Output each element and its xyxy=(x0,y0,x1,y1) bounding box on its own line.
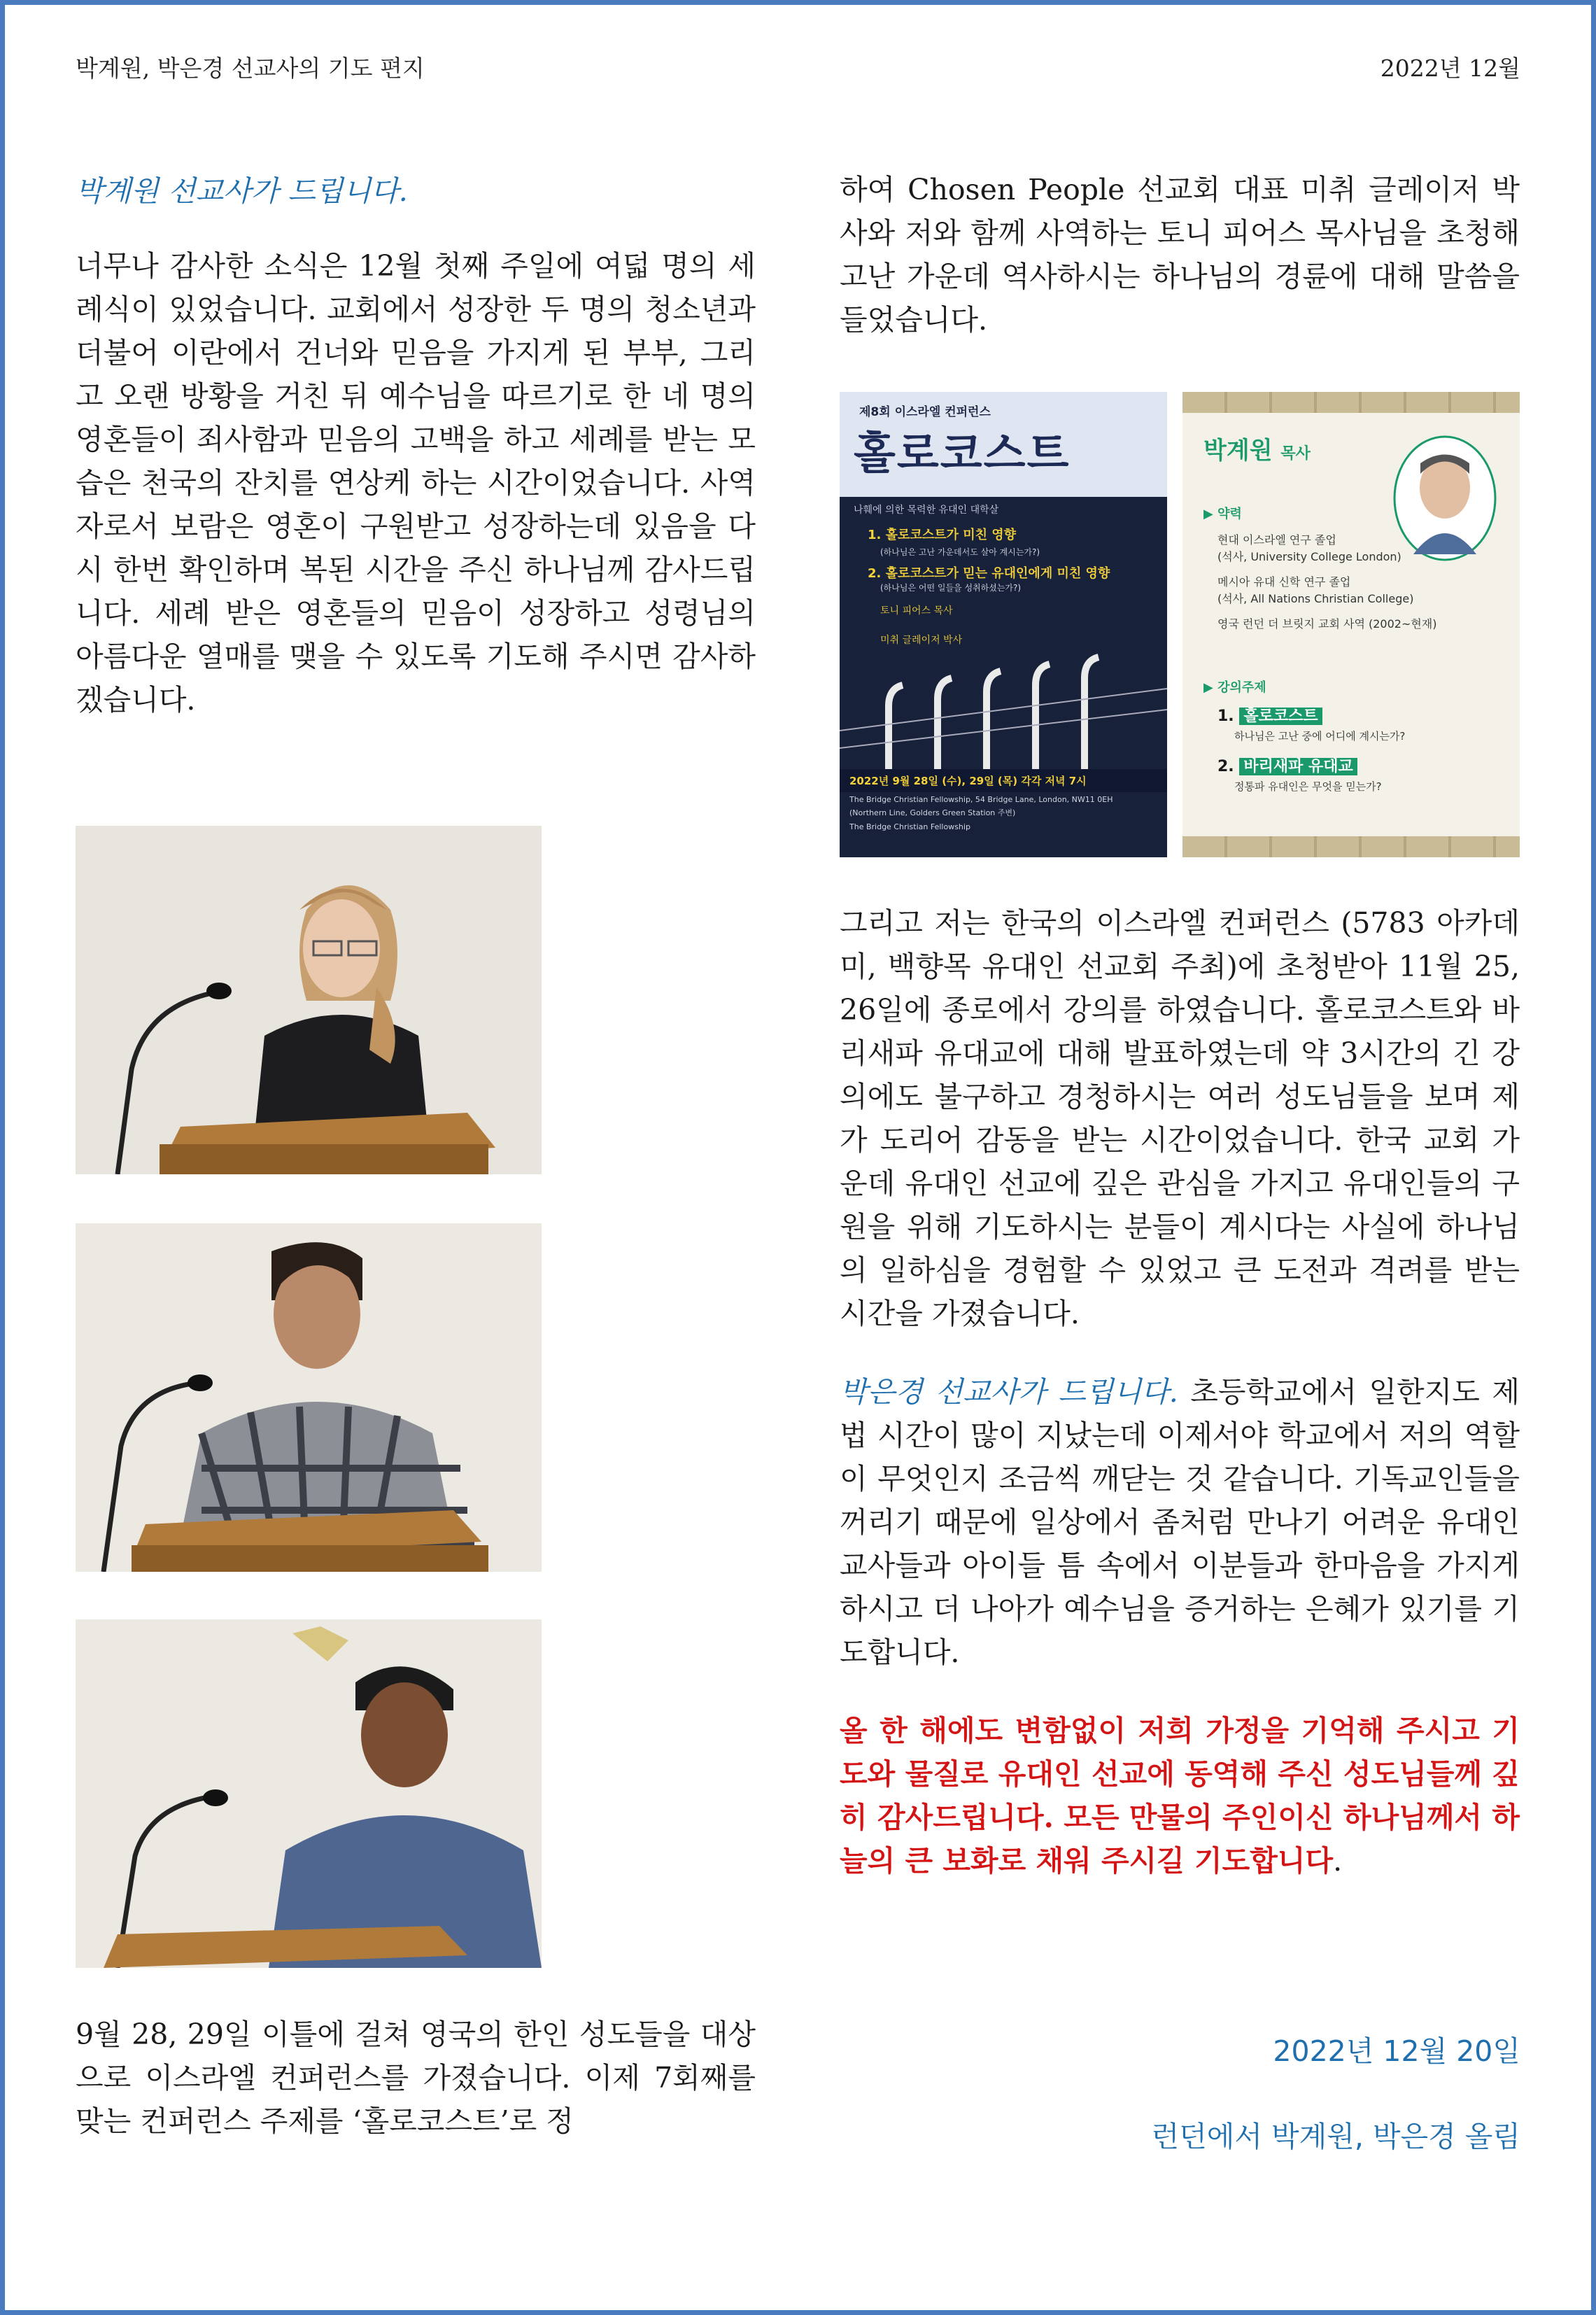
photo-man-speaking xyxy=(76,1223,542,1572)
profile-bio1: 현대 이스라엘 연구 졸업 xyxy=(1217,533,1336,547)
poster-title: 홀로코스트 xyxy=(854,428,1071,479)
poster-date: 2022년 9월 28일 (수), 29일 (목) 각각 저녁 7시 xyxy=(840,769,1167,792)
paragraph-korea-lecture: 그리고 저는 한국의 이스라엘 컨퍼런스 (5783 아카데미, 백향목 유대인 선교회 주최)에 초청받아 11월 25, 26일에 종로에서 강의를 하였습니다. 홀로코스트와 바리새파 유대교에 대해 발표하였는데 약 3시간의 긴 강의에도 불구하고 경청하시는 여러 성도님들을 보며 제가 도리어 감동을 받는 시간이었습니다. 한국 교회 가운데 유대인 선교에 깊은 관심을 가지고 유대인들의 구원을 위해 기도하시는 분들이 계시다는 사실에 하나님의 일하심을 경험할 수 있었고 큰 도전과 격려를 받는 시간을 가졌습니다. xyxy=(840,906,1520,1330)
profile-section-topics: 강의주제 xyxy=(1217,680,1266,695)
profile-topic2-sub: 정통파 유대인은 무엇을 믿는가? xyxy=(1234,780,1382,793)
left-column-bottom xyxy=(76,2013,756,2143)
heading-kyewon: 박계원 선교사가 드립니다. xyxy=(76,174,408,208)
photo-woman-speaking xyxy=(76,826,542,1174)
heading-eunkyung: 박은경 선교사가 드립니다. xyxy=(840,1375,1178,1409)
closing-prayer-period: . xyxy=(1333,1844,1343,1878)
poster-venue2: (Northern Line, Golders Green Station 주변) xyxy=(849,808,1016,817)
right-column-lower xyxy=(840,901,1520,1883)
right-column xyxy=(840,168,1520,342)
poster-item2-sub: (하나님은 어떤 일들을 성취하셨는가?) xyxy=(880,583,1022,593)
poster-fence-graphic xyxy=(840,647,1167,769)
poster-speaker1: 토니 피어스 목사 xyxy=(880,605,953,617)
closing-prayer-text: 올 한 해에도 변함없이 저희 가정을 기억해 주시고 기도와 물질로 유대인 선교에 동역해 주신 성도님들께 깊히 감사드립니다. 모든 만물의 주인이신 하나님께서 하늘의 큰 보화로 채워 주시길 기도합니다 xyxy=(840,1714,1520,1878)
photo-teen-speaking xyxy=(76,1619,542,1968)
profile-topic1-sub: 하나님은 고난 중에 어디에 계시는가? xyxy=(1234,730,1406,743)
profile-bio2: 메시아 유대 신학 연구 졸업 xyxy=(1217,575,1351,589)
poster-subtitle: 나훼에 의한 목력한 유대인 대학살 xyxy=(854,505,999,516)
profile-topic1: 홀로코스트 xyxy=(1239,708,1322,725)
profile-name: 박계원 xyxy=(1203,437,1273,465)
poster-top-label: 제8회 이스라엘 컨퍼런스 xyxy=(859,405,991,419)
left-column xyxy=(76,168,756,722)
profile-bio1-sub: (석사, University College London) xyxy=(1217,550,1401,563)
header-right: 2022년 12월 xyxy=(1380,55,1520,82)
conference-poster xyxy=(840,392,1167,857)
poster-host: The Bridge Christian Fellowship xyxy=(849,822,970,831)
paragraph-baptism: 너무나 감사한 소식은 12월 첫째 주일에 여덟 명의 세례식이 있었습니다. 교회에서 성장한 두 명의 청소년과 더불어 이란에서 건너와 믿음을 가지게 된 부부, 그리고 오랜 방황을 거친 뒤 예수님을 따르기로 한 네 명의 영혼들이 죄사함과 믿음의 고백을 하고 세례를 받는 모습은 천국의 잔치를 연상케 하는 시간이었습니다. 사역자로서 보람은 영혼이 구원받고 성장하는데 있음을 다시 한번 확인하며 복된 시간을 주신 하나님께 감사드립니다. 세례 받은 영혼들의 믿음이 성장하고 성령님의 아름다운 열매를 맺을 수 있도록 기도해 주시면 감사하겠습니다. xyxy=(76,249,756,717)
speaker-profile-card: 박계원 목사 ▶ 약력 현대 이스라엘 연구 졸업 (석사, University College London) 메시아 유대 신학 연구 졸업 (석사, All Nations Christian College) 영국 런던 더 브릿지 교회 사역 (2002~현재) ▶ 강의주제 1. 홀로코스트 하나님은 고난 중에 어디에 계시는가? 2. 바리새파 유대교 정통파 유대인은 무엇을 믿는가? xyxy=(1182,392,1520,857)
profile-section-bio: 약력 xyxy=(1217,507,1242,521)
letter-date: 2022년 12월 20일 xyxy=(1273,2034,1520,2068)
poster-item1-sub: (하나님은 고난 가운데서도 살아 계시는가?) xyxy=(880,547,1040,557)
profile-bio2-sub: (석사, All Nations Christian College) xyxy=(1217,592,1414,605)
profile-topic1-num: 1. xyxy=(1217,708,1234,725)
paragraph-conference: 9월 28, 29일 이틀에 걸쳐 영국의 한인 성도들을 대상으로 이스라엘 컨퍼런스를 가졌습니다. 이제 7회째를 맞는 컨퍼런스 주제를 ‘홀로코스트’로 정 xyxy=(76,2018,756,2138)
poster-venue: The Bridge Christian Fellowship, 54 Bridge Lane, London, NW11 0EH xyxy=(849,795,1113,804)
paragraph-eunkyung-text: 초등학교에서 일한지도 제법 시간이 많이 지났는데 이제서야 학교에서 저의 역할이 무엇인지 조금씩 깨닫는 것 같습니다. 기독교인들을 꺼리기 때문에 일상에서 좀처럼 만나기 어려운 유대인 교사들과 아이들 틈 속에서 이분들과 한마음을 가지게 하시고 더 나아가 예수님을 증거하는 은혜가 있기를 기도합니다. xyxy=(840,1375,1520,1669)
paragraph-speakers: 하여 Chosen People 선교회 대표 미취 글레이저 박사와 저와 함께 사역하는 토니 피어스 목사님을 초청해 고난 가운데 역사하시는 하나님의 경륜에 대해 말씀을 들었습니다. xyxy=(840,173,1520,337)
letter-signature: 런던에서 박계원, 박은경 올림 xyxy=(1151,2120,1520,2153)
poster-speaker2: 미취 글레이저 박사 xyxy=(880,635,963,646)
profile-title: 목사 xyxy=(1280,445,1311,463)
poster-item2: 2. 홀로코스트가 믿는 유대인에게 미친 영향 xyxy=(868,566,1110,581)
paragraph-eunkyung xyxy=(840,1370,1520,1674)
poster-item1: 1. 홀로코스트가 미친 영향 xyxy=(868,528,1017,542)
profile-bio3: 영국 런던 더 브릿지 교회 사역 (2002~현재) xyxy=(1217,617,1437,631)
profile-topic2: 바리새파 유대교 xyxy=(1239,758,1357,775)
profile-topic2-num: 2. xyxy=(1217,758,1234,775)
closing-prayer xyxy=(840,1709,1520,1883)
header-left: 박계원, 박은경 선교사의 기도 편지 xyxy=(76,55,425,82)
